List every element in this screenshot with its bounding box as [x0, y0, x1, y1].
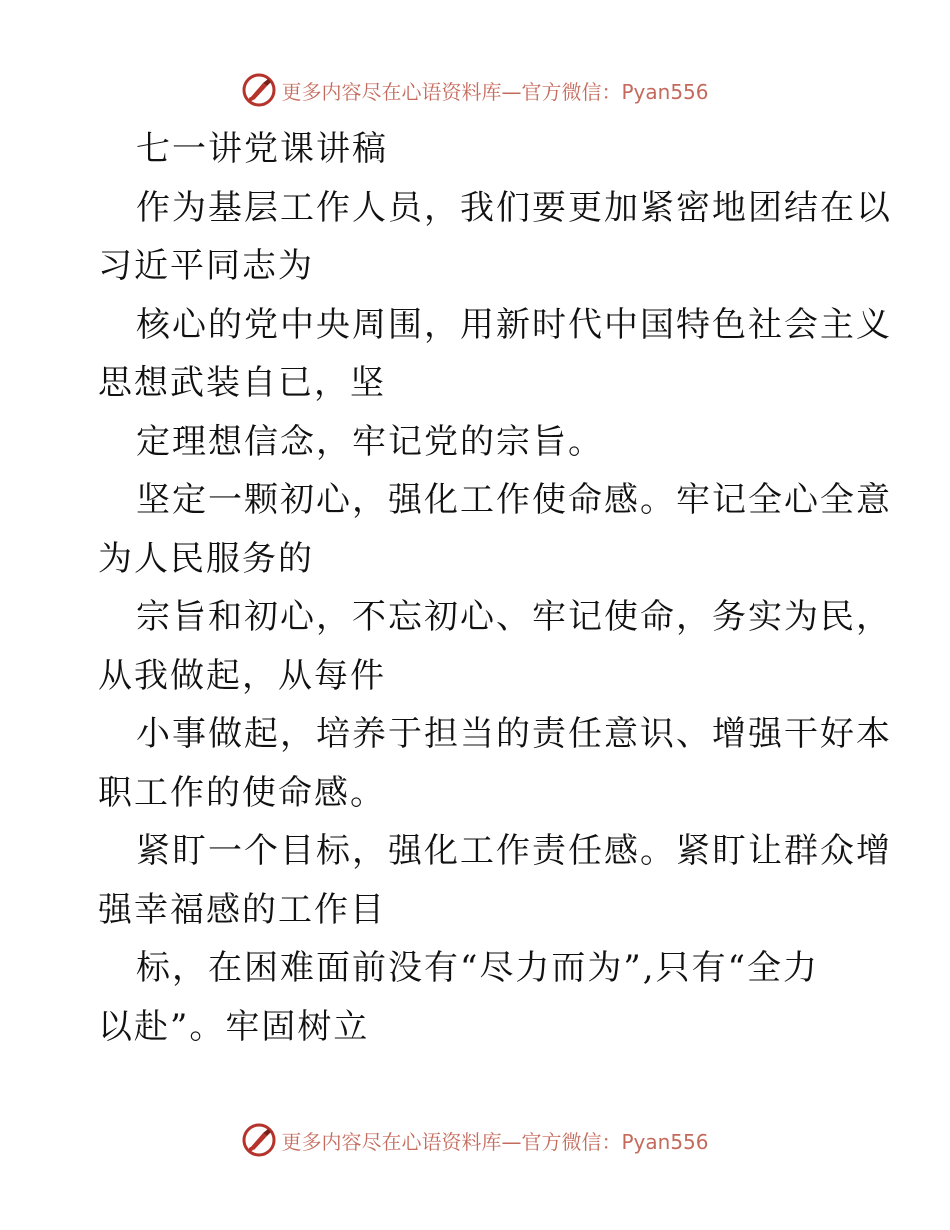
document-line: 小事做起，培养于担当的责任意识、增强干好本: [136, 714, 892, 754]
header-banner: [0, 70, 950, 110]
document-line: 强幸福感的工作目: [98, 889, 386, 930]
document-body: [98, 120, 892, 1056]
document-line: 标，在困难面前没有“尽力而为”,只有“全力: [136, 948, 819, 988]
footer-wechat-id: Pyan556: [621, 1129, 709, 1154]
footer-dash: —: [501, 1129, 522, 1154]
pen-logo-icon: [241, 1122, 277, 1158]
footer-banner-text: [281, 1126, 708, 1155]
document-line: 作为基层工作人员，我们要更加紧密地团结在以: [136, 187, 892, 228]
footer-wechat-label: 官方微信：: [521, 1129, 622, 1154]
header-dash: —: [501, 79, 522, 104]
document-line: 习近平同志为: [98, 246, 314, 286]
document-line: 思想武装自已，坚: [98, 363, 386, 403]
document-line: 以赴”。牢固树立: [98, 1006, 370, 1047]
document-title: 七一讲党课讲稿: [136, 129, 388, 169]
footer-banner: [0, 1120, 950, 1160]
header-wechat-label: 官方微信：: [521, 79, 622, 104]
header-site-text: 更多内容尽在心语资料库: [281, 79, 502, 104]
document-line: 宗旨和初心，不忘初心、牢记使命，务实为民，: [136, 597, 892, 637]
document-line: 核心的党中央周围，用新时代中国特色社会主义: [136, 304, 892, 345]
pen-logo-icon: [241, 72, 277, 108]
document-line: 定理想信念，牢记党的宗旨。: [136, 421, 604, 462]
document-line: 紧盯一个目标，强化工作责任感。紧盯让群众增: [136, 831, 892, 871]
document-line: 坚定一颗初心，强化工作使命感。牢记全心全意: [136, 480, 892, 520]
header-wechat-id: Pyan556: [621, 79, 709, 104]
footer-site-text: 更多内容尽在心语资料库: [281, 1129, 502, 1154]
document-line: 职工作的使命感。: [98, 772, 386, 813]
header-banner-text: [281, 76, 708, 105]
document-line: 从我做起，从每件: [98, 655, 386, 696]
document-line: 为人民服务的: [98, 538, 314, 579]
